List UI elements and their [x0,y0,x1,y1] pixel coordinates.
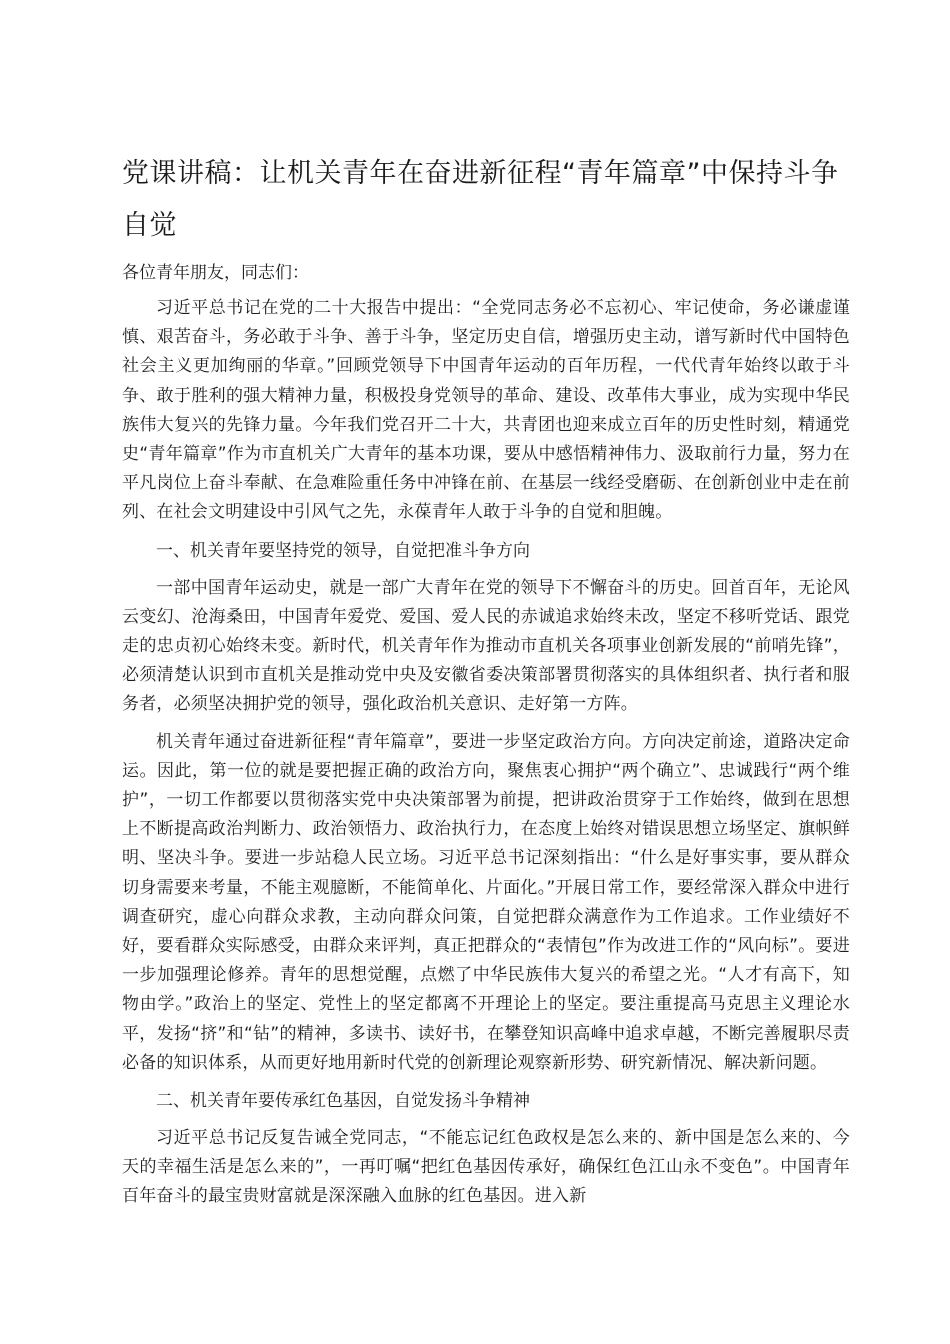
section-1-heading: 一、机关青年要坚持党的领导，自觉把准斗争方向 [156,540,530,561]
page-title: 党课讲稿：让机关青年在奋进新征程“青年篇章”中保持斗争自觉 [122,158,839,241]
document-page [122,148,850,1220]
salutation: 各位青年朋友，同志们： [122,263,309,283]
intro-paragraph: 习近平总书记在党的二十大报告中提出：“全党同志务必不忘初心、牢记使命，务必谦虚谨慎、艰苦奋斗，务必敢于斗争、善于斗争，坚定历史自信，增强历史主动，谱写新时代中国特色社会主义更加绚丽的华章。”回顾党领导下中国青年运动的百年历程，一代代青年始终以敢于斗争、敢于胜利的强大精神力量，积极投身党领导的革命、建设、改革伟大事业，成为实现中华民族伟大复兴的先锋力量。今年我们党召开二十大，共青团也迎来成立百年的历史性时刻，精通党史“青年篇章”作为市直机关广大青年的基本功课，要从中感悟精神伟力、汲取前行力量，努力在平凡岗位上奋斗奉献、在急难险重任务中冲锋在前、在基层一线经受磨砺、在创新创业中走在前列、在社会文明建设中引风气之先，永葆青年人敢于斗争的自觉和胆魄。 [122,298,850,523]
section-2-heading: 二、机关青年要传承红色基因，自觉发扬斗争精神 [156,1091,530,1112]
section-2-paragraph-1: 习近平总书记反复告诫全党同志，“不能忘记红色政权是怎么来的、新中国是怎么来的、今天的幸福生活是怎么来的”，一再叮嘱“把红色基因传承好，确保红色江山永不变色”。中国青年百年奋斗的最宝贵财富就是深深融入血脉的红色基因。进入新 [122,1128,850,1207]
section-1-paragraph-1: 一部中国青年运动史，就是一部广大青年在党的领导下不懈奋斗的历史。回首百年，无论风云变幻、沧海桑田，中国青年爱党、爱国、爱人民的赤诚追求始终未改，坚定不移听党话、跟党走的忠贞初心始终未变。新时代，机关青年作为推动市直机关各项事业创新发展的“前哨先锋”，必须清楚认识到市直机关是推动党中央及安徽省委决策部署贯彻落实的具体组织者、执行者和服务者，必须坚决拥护党的领导，强化政治机关意识、走好第一方阵。 [122,577,850,715]
section-1-paragraph-2: 机关青年通过奋进新征程“青年篇章”，要进一步坚定政治方向。方向决定前途，道路决定命运。因此，第一位的就是要把握正确的政治方向，聚焦衷心拥护“两个确立”、忠诚践行“两个维护”，一切工作都要以贯彻落实党中央决策部署为前提，把讲政治贯穿于工作始终，做到在思想上不断提高政治判断力、政治领悟力、政治执行力，在态度上始终对错误思想立场坚定、旗帜鲜明、坚决斗争。要进一步站稳人民立场。习近平总书记深刻指出：“什么是好事实事，要从群众切身需要来考量，不能主观臆断，不能简单化、片面化。”开展日常工作，要经常深入群众中进行调查研究，虚心向群众求教，主动向群众问策，自觉把群众满意作为工作追求。工作业绩好不好，要看群众实际感受，由群众来评判，真正把群众的“表情包”作为改进工作的“风向标”。要进一步加强理论修养。青年的思想觉醒，点燃了中华民族伟大复兴的希望之光。“人才有高下，知物由学。”政治上的坚定、党性上的坚定都离不开理论上的坚定。要注重提高马克思主义理论水平，发扬“挤”和“钻”的精神，多读书、读好书，在攀登知识高峰中追求卓越，不断完善履职尽责必备的知识体系，从而更好地用新时代党的创新理论观察新形势、研究新情况、解决新问题。 [122,731,850,1073]
